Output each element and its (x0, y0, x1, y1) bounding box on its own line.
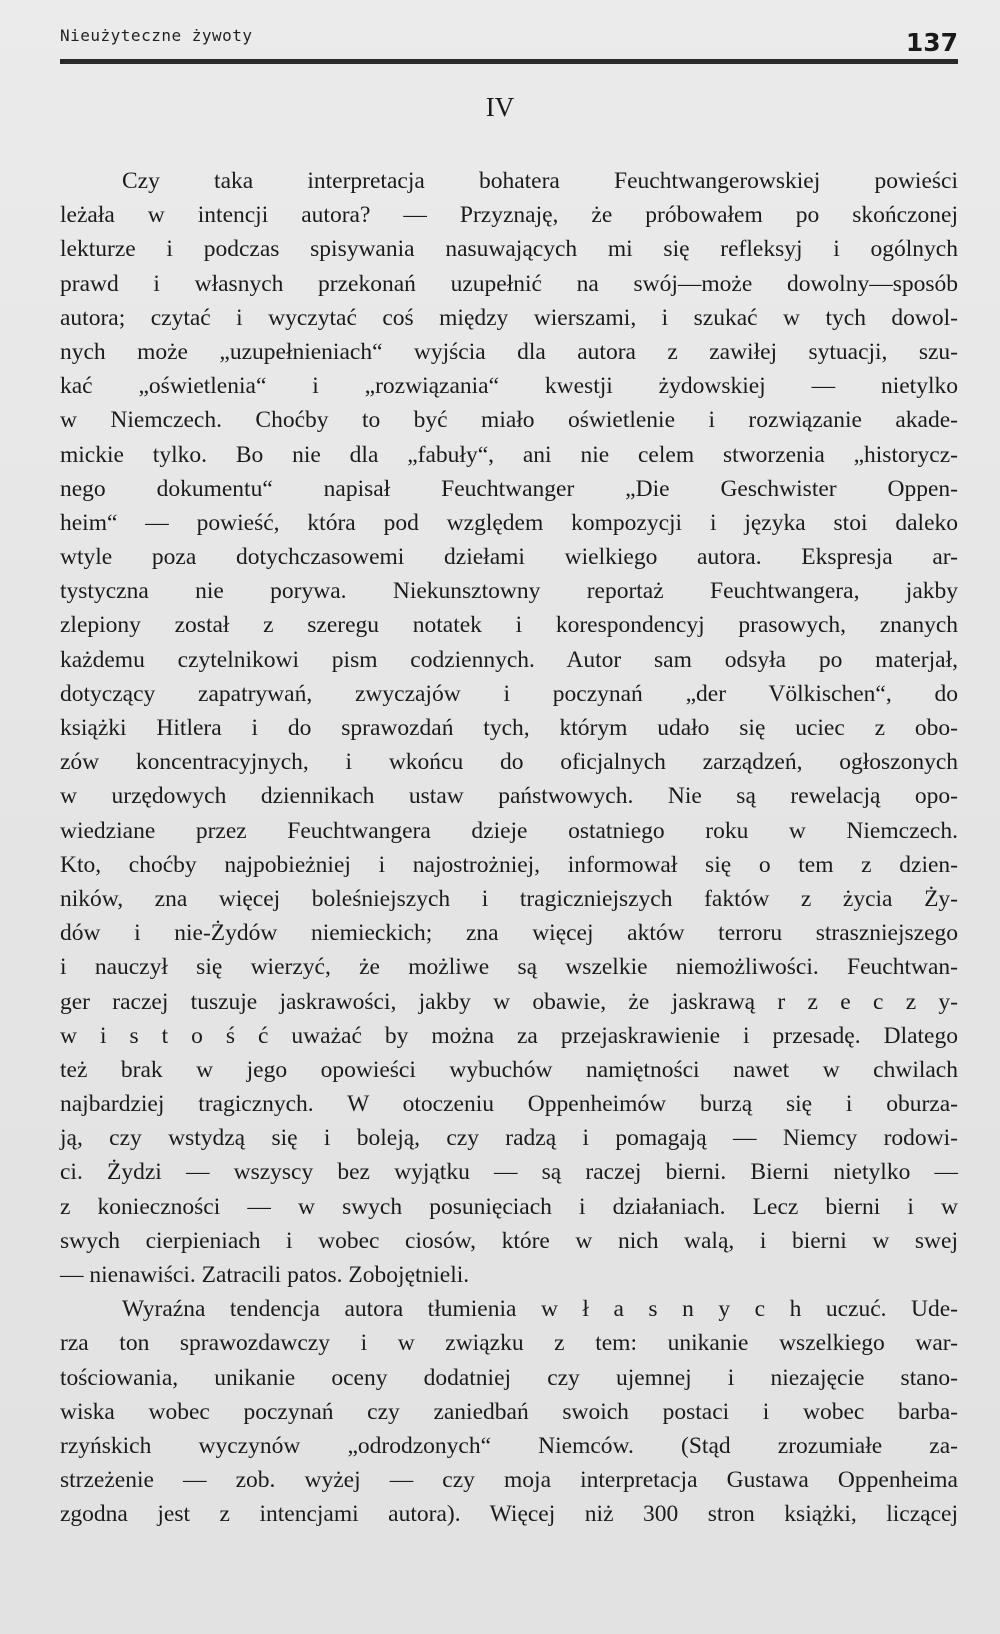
text-line: z konieczności — w swych posunięciach i działaniach. Lecz bierni i w (60, 1193, 958, 1220)
text-line: w Niemczech. Choćby to być miało oświetlenie i rozwiązanie akade- (60, 407, 958, 434)
text-line: i nauczył się wierzyć, że możliwe są wszelkie niemożliwości. Feuchtwan- (60, 954, 958, 981)
text-line: w i s t o ś ć uważać by można za przejaskrawienie i przesadę. Dlatego (60, 1022, 958, 1049)
text-line: strzeżenie — zob. wyżej — czy moja interpretacja Gustawa Oppenheima (60, 1467, 958, 1494)
text-line: tościowania, unikanie oceny dodatniej czy ujemnej i niezajęcie stano- (60, 1364, 958, 1391)
text-line: rzyńskich wyczynów „odrodzonych“ Niemców. (Stąd zrozumiałe za- (60, 1432, 958, 1459)
text-line: najbardziej tragicznych. W otoczeniu Oppenheimów burzą się i oburza- (60, 1091, 958, 1118)
text-line: rza ton sprawozdawczy i w związku z tem: unikanie wszelkiego war- (60, 1330, 958, 1357)
text-line: autora; czytać i wyczytać coś między wierszami, i szukać w tych dowol- (60, 304, 958, 331)
section-heading: IV (485, 92, 515, 122)
text-line: nego dokumentu“ napisał Feuchtwanger „Die Geschwister Oppen- (60, 475, 958, 502)
text-line: ją, czy wstydzą się i boleją, czy radzą i pomagają — Niemcy rodowi- (60, 1125, 958, 1152)
text-line: ników, zna więcej boleśniejszych i tragiczniejszych faktów z życia Ży- (60, 885, 958, 912)
page-number: 137 (905, 28, 958, 57)
text-line: — nienawiści. Zatracili patos. Zobojętnieli. (60, 1262, 470, 1288)
text-line: Czy taka interpretacja bohatera Feuchtwangerowskiej powieści (122, 168, 958, 194)
text-line: Wyraźna tendencja autora tłumienia w ł a s n y c h uczuć. Ude- (122, 1296, 958, 1323)
text-line: dotyczący zapatrywań, zwyczajów i poczynań „der Völkischen“, do (60, 680, 958, 707)
text-line: prawd i własnych przekonań uzupełnić na swój—może dowolny—sposób (60, 270, 958, 297)
running-header (60, 20, 958, 68)
text-line: zlepiony został z szeregu notatek i korespondencyj prasowych, znanych (60, 612, 958, 639)
text-line: lekturze i podczas spisywania nasuwających mi się refleksyj i ogólnych (60, 236, 958, 263)
text-line: książki Hitlera i do sprawozdań tych, którym udało się uciec z obo- (60, 715, 958, 741)
text-line: kać „oświetlenia“ i „rozwiązania“ kwestji żydowskiej — nietylko (60, 373, 958, 400)
text-line: też brak w jego opowieści wybuchów namiętności nawet w chwilach (60, 1056, 958, 1083)
text-line: Kto, choćby najpobieżniej i najostrożniej, informował się o tem z dzien- (60, 851, 958, 878)
text-line: zgodna jest z intencjami autora). Więcej niż 300 stron książki, liczącej (60, 1501, 958, 1528)
text-line: heim“ — powieść, która pod względem kompozycji i języka stoi daleko (60, 509, 958, 536)
text-line: nych może „uzupełnieniach“ wyjścia dla autora z zawiłej sytuacji, szu- (60, 338, 958, 365)
text-line: wtyle poza dotychczasowemi dziełami wielkiego autora. Ekspresja ar- (60, 544, 958, 571)
text-line: zów koncentracyjnych, i wkońcu do oficjalnych zarządzeń, ogłoszonych (60, 749, 958, 776)
text-line: wiedziane przez Feuchtwangera dzieje ostatniego roku w Niemczech. (60, 817, 958, 844)
text-line: w urzędowych dziennikach ustaw państwowych. Nie są rewelacją opo- (60, 783, 958, 810)
text-line: ger raczej tuszuje jaskrawości, jakby w obawie, że jaskrawą r z e c z y- (60, 988, 958, 1015)
text-line: wiska wobec poczynań czy zaniedbań swoich postaci i wobec barba- (60, 1398, 958, 1425)
text-line: swych cierpieniach i wobec ciosów, które w nich walą, i bierni w swej (60, 1227, 958, 1254)
text-line: dów i nie-Żydów niemieckich; zna więcej aktów terroru straszniejszego (60, 920, 958, 947)
running-title: Nieużyteczne żywoty (60, 26, 253, 45)
text-line: leżała w intencji autora? — Przyznaję, że próbowałem po skończonej (60, 202, 958, 229)
text-line: mickie tylko. Bo nie dla „fabuły“, ani nie celem stworzenia „historycz- (60, 441, 958, 468)
text-line: tystyczna nie porywa. Niekunsztowny reportaż Feuchtwangera, jakby (60, 578, 958, 605)
text-line: ci. Żydzi — wszyscy bez wyjątku — są raczej bierni. Bierni nietylko — (60, 1159, 958, 1186)
body-text (60, 164, 958, 1532)
text-line: każdemu czytelnikowi pism codziennych. Autor sam odsyła po materjał, (60, 646, 958, 673)
header-rule (60, 59, 958, 64)
